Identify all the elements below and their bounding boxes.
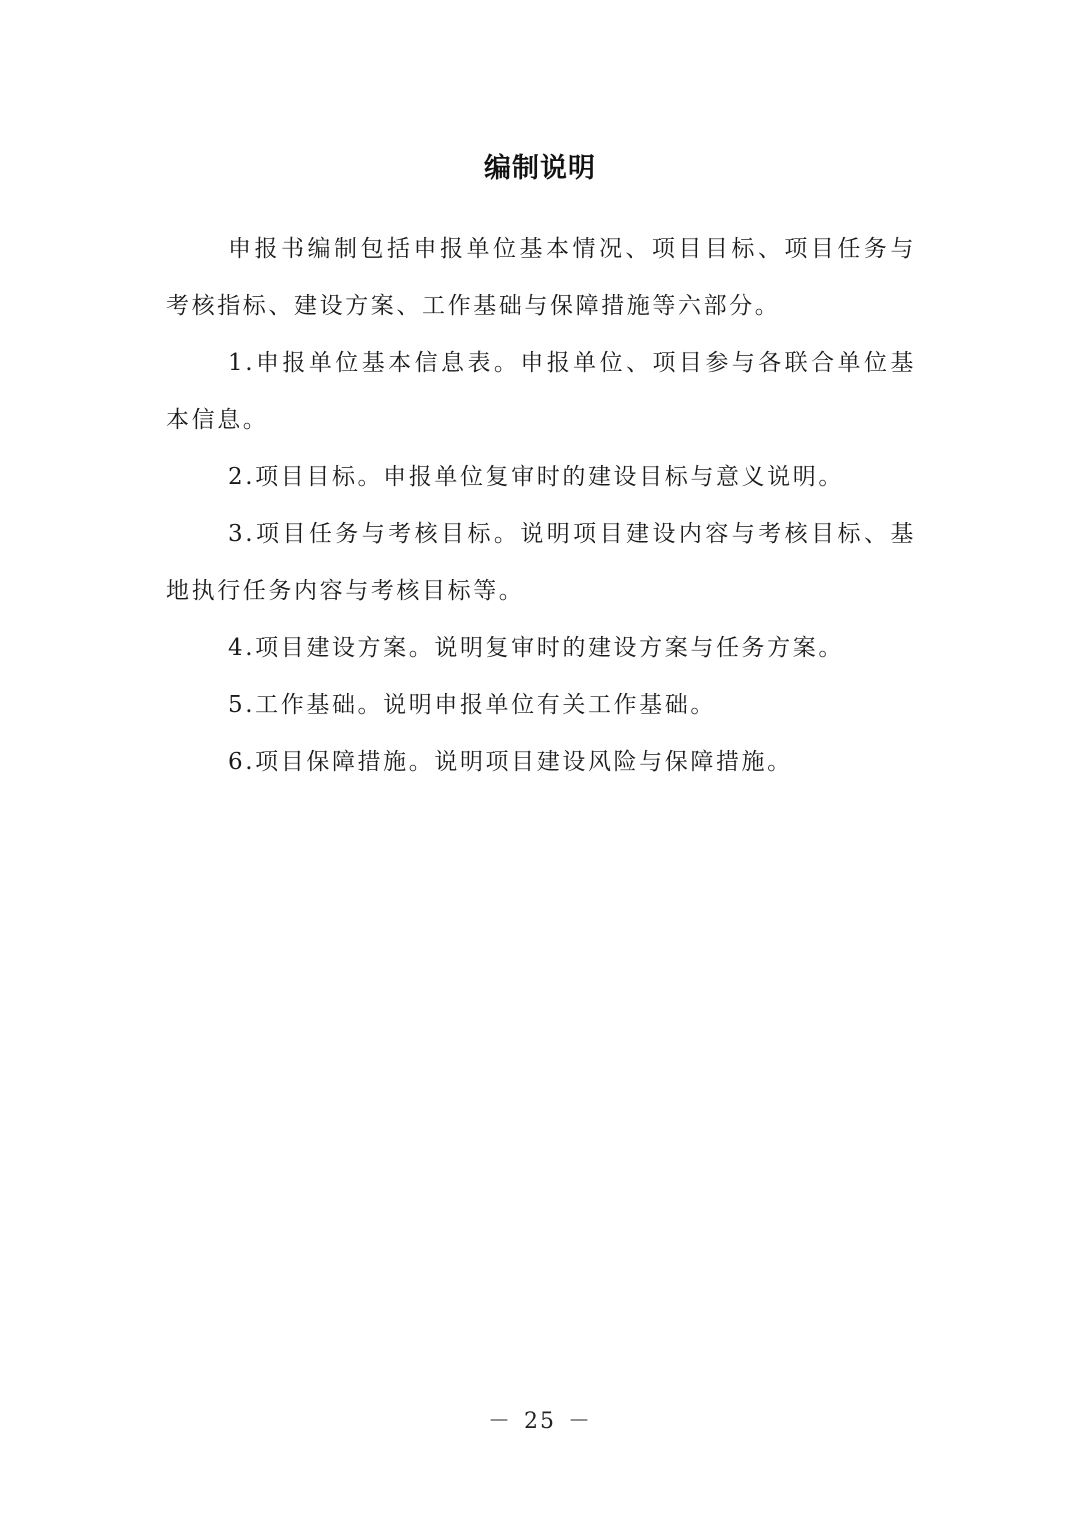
- page-number-left-dash: －: [487, 1409, 512, 1434]
- page-footer: [0, 1404, 1080, 1435]
- item-3-paragraph: 3.项目任务与考核目标。说明项目建设内容与考核目标、基地执行任务内容与考核目标等。: [166, 521, 916, 604]
- document-title: 编制说明: [484, 153, 596, 184]
- intro-paragraph: 申报书编制包括申报单位基本情况、项目目标、项目任务与考核指标、建设方案、工作基础与保障措施等六部分。: [166, 236, 916, 319]
- item-5-paragraph: 5.工作基础。说明申报单位有关工作基础。: [228, 692, 716, 718]
- item-1-paragraph: 1.申报单位基本信息表。申报单位、项目参与各联合单位基本信息。: [166, 350, 916, 433]
- page-number-right-dash: －: [568, 1409, 593, 1434]
- item-2-paragraph: 2.项目目标。申报单位复审时的建设目标与意义说明。: [228, 464, 844, 490]
- item-4-paragraph: 4.项目建设方案。说明复审时的建设方案与任务方案。: [228, 635, 844, 661]
- item-6-paragraph: 6.项目保障措施。说明项目建设风险与保障措施。: [228, 749, 793, 775]
- document-body: [166, 221, 916, 791]
- page-number: 25: [524, 1409, 556, 1434]
